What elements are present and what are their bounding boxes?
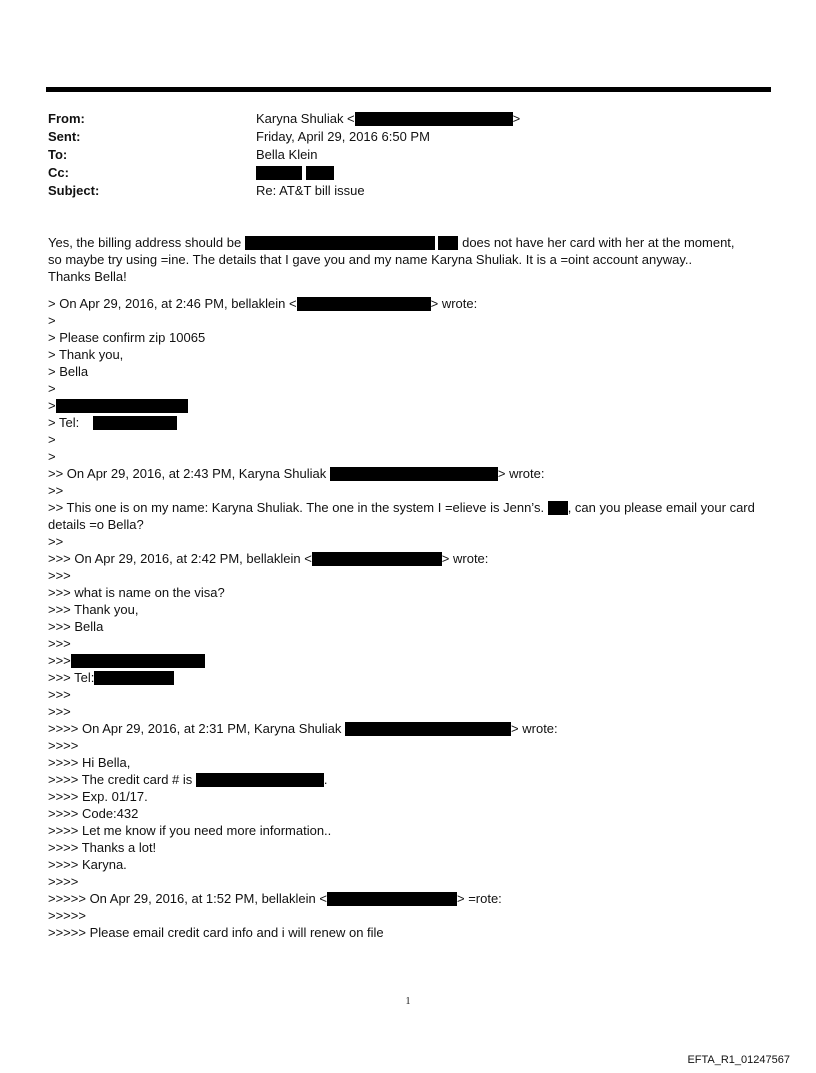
redaction-block (330, 467, 498, 481)
quote-line: >>> (48, 568, 71, 583)
redaction-block (94, 671, 174, 685)
quote-header: >>>>> On Apr 29, 2016, at 1:52 PM, bellaklein < (48, 891, 327, 906)
quote-line: >>>>> (48, 908, 86, 923)
cc-row (48, 164, 768, 182)
quote-header: > wrote: (430, 296, 478, 311)
redaction-block (245, 236, 435, 250)
cc-label: Cc: (48, 165, 69, 180)
quote-line: >>>> Exp. 01/17. (48, 789, 148, 804)
quote-header: > On Apr 29, 2016, at 2:46 PM, bellaklein < (48, 296, 297, 311)
quote-line: , can you please email your card (567, 500, 755, 515)
reply-paragraph (48, 234, 770, 285)
quote-line: >>> what is name on the visa? (48, 585, 225, 600)
quote-header: >> On Apr 29, 2016, at 2:43 PM, Karyna Shuliak (48, 466, 327, 481)
quote-line: . (323, 772, 328, 787)
quoted-message-2 (48, 465, 770, 550)
sent-value: Friday, April 29, 2016 6:50 PM (256, 129, 430, 144)
redaction-block (355, 112, 513, 126)
quote-line: >>>> (48, 738, 79, 753)
quote-line: >>>> (48, 874, 79, 889)
quote-line: > (48, 398, 56, 413)
quoted-message-3 (48, 550, 770, 720)
body-text: does not have her card with her at the moment, (462, 235, 735, 250)
quote-line: >>> Bella (48, 619, 104, 634)
quote-line: > Bella (48, 364, 89, 379)
quote-line: >>>> Hi Bella, (48, 755, 131, 770)
quote-line: >> (48, 483, 64, 498)
quote-header: >>>> On Apr 29, 2016, at 2:31 PM, Karyna Shuliak (48, 721, 342, 736)
quote-line: >>>> The credit card # is (48, 772, 193, 787)
redaction-block (438, 236, 458, 250)
redaction-block (71, 654, 205, 668)
from-row (48, 110, 768, 128)
sent-row (48, 128, 768, 146)
quote-line: >>> Thank you, (48, 602, 139, 617)
quote-line: >>> (48, 653, 71, 668)
quote-line: >>>> Karyna. (48, 857, 127, 872)
redaction-block (345, 722, 511, 736)
quote-line: > Tel: (48, 415, 80, 430)
quote-line: >>>> Let me know if you need more information.. (48, 823, 332, 838)
email-body (48, 234, 770, 941)
redaction-block (327, 892, 457, 906)
redaction-block (93, 416, 177, 430)
from-name: Karyna Shuliak < (256, 111, 355, 126)
from-label: From: (48, 111, 85, 126)
quote-line: >>>> Thanks a lot! (48, 840, 157, 855)
body-text: so maybe try using =ine. The details that I gave you and my name Karyna Shuliak. It is a =oint account anyway.. (48, 252, 693, 267)
quote-header: > wrote: (511, 721, 558, 736)
quote-header: > wrote: (497, 466, 545, 481)
subject-value: Re: AT&T bill issue (256, 183, 365, 198)
to-value: Bella Klein (256, 147, 318, 162)
redaction-block (256, 166, 302, 180)
quote-line: > (48, 381, 56, 396)
redaction-block (312, 552, 442, 566)
quote-line: > (48, 313, 56, 328)
quote-line: >>>> Code:432 (48, 806, 139, 821)
body-text: Thanks Bella! (48, 269, 127, 284)
quoted-message-5 (48, 890, 770, 941)
quoted-message-4 (48, 720, 770, 890)
header-rule (46, 87, 771, 92)
redaction-block (196, 773, 324, 787)
email-header (48, 110, 768, 200)
quote-line: >>> (48, 687, 71, 702)
body-text: Yes, the billing address should be (48, 235, 242, 250)
quote-line: >> This one is on my name: Karyna Shuliak. The one in the system I =elieve is Jenn’s. (48, 500, 545, 515)
quote-line: > (48, 449, 56, 464)
quote-line: details =o Bella? (48, 517, 144, 532)
subject-row (48, 182, 768, 200)
quote-header: > wrote: (441, 551, 489, 566)
quote-line: > (48, 432, 56, 447)
page-number: 1 (405, 996, 411, 1007)
sent-label: Sent: (48, 129, 81, 144)
quote-line: > Thank you, (48, 347, 124, 362)
to-row (48, 146, 768, 164)
quote-line: >>> (48, 636, 71, 651)
quote-line: >>> (48, 704, 71, 719)
redaction-block (306, 166, 334, 180)
from-close: > (512, 111, 521, 126)
to-label: To: (48, 147, 68, 162)
quote-line: > Please confirm zip 10065 (48, 330, 206, 345)
subject-label: Subject: (48, 183, 100, 198)
quote-line: >>>>> Please email credit card info and i will renew on file (48, 925, 384, 940)
quote-header: >>> On Apr 29, 2016, at 2:42 PM, bellaklein < (48, 551, 312, 566)
quote-line: >> (48, 534, 64, 549)
quote-header: > =rote: (456, 891, 502, 906)
quoted-message-1 (48, 295, 770, 465)
redaction-block (297, 297, 431, 311)
redaction-block (56, 399, 188, 413)
bates-number: EFTA_R1_01247567 (687, 1054, 790, 1066)
quote-line: >>> Tel: (48, 670, 95, 685)
redaction-block (548, 501, 568, 515)
